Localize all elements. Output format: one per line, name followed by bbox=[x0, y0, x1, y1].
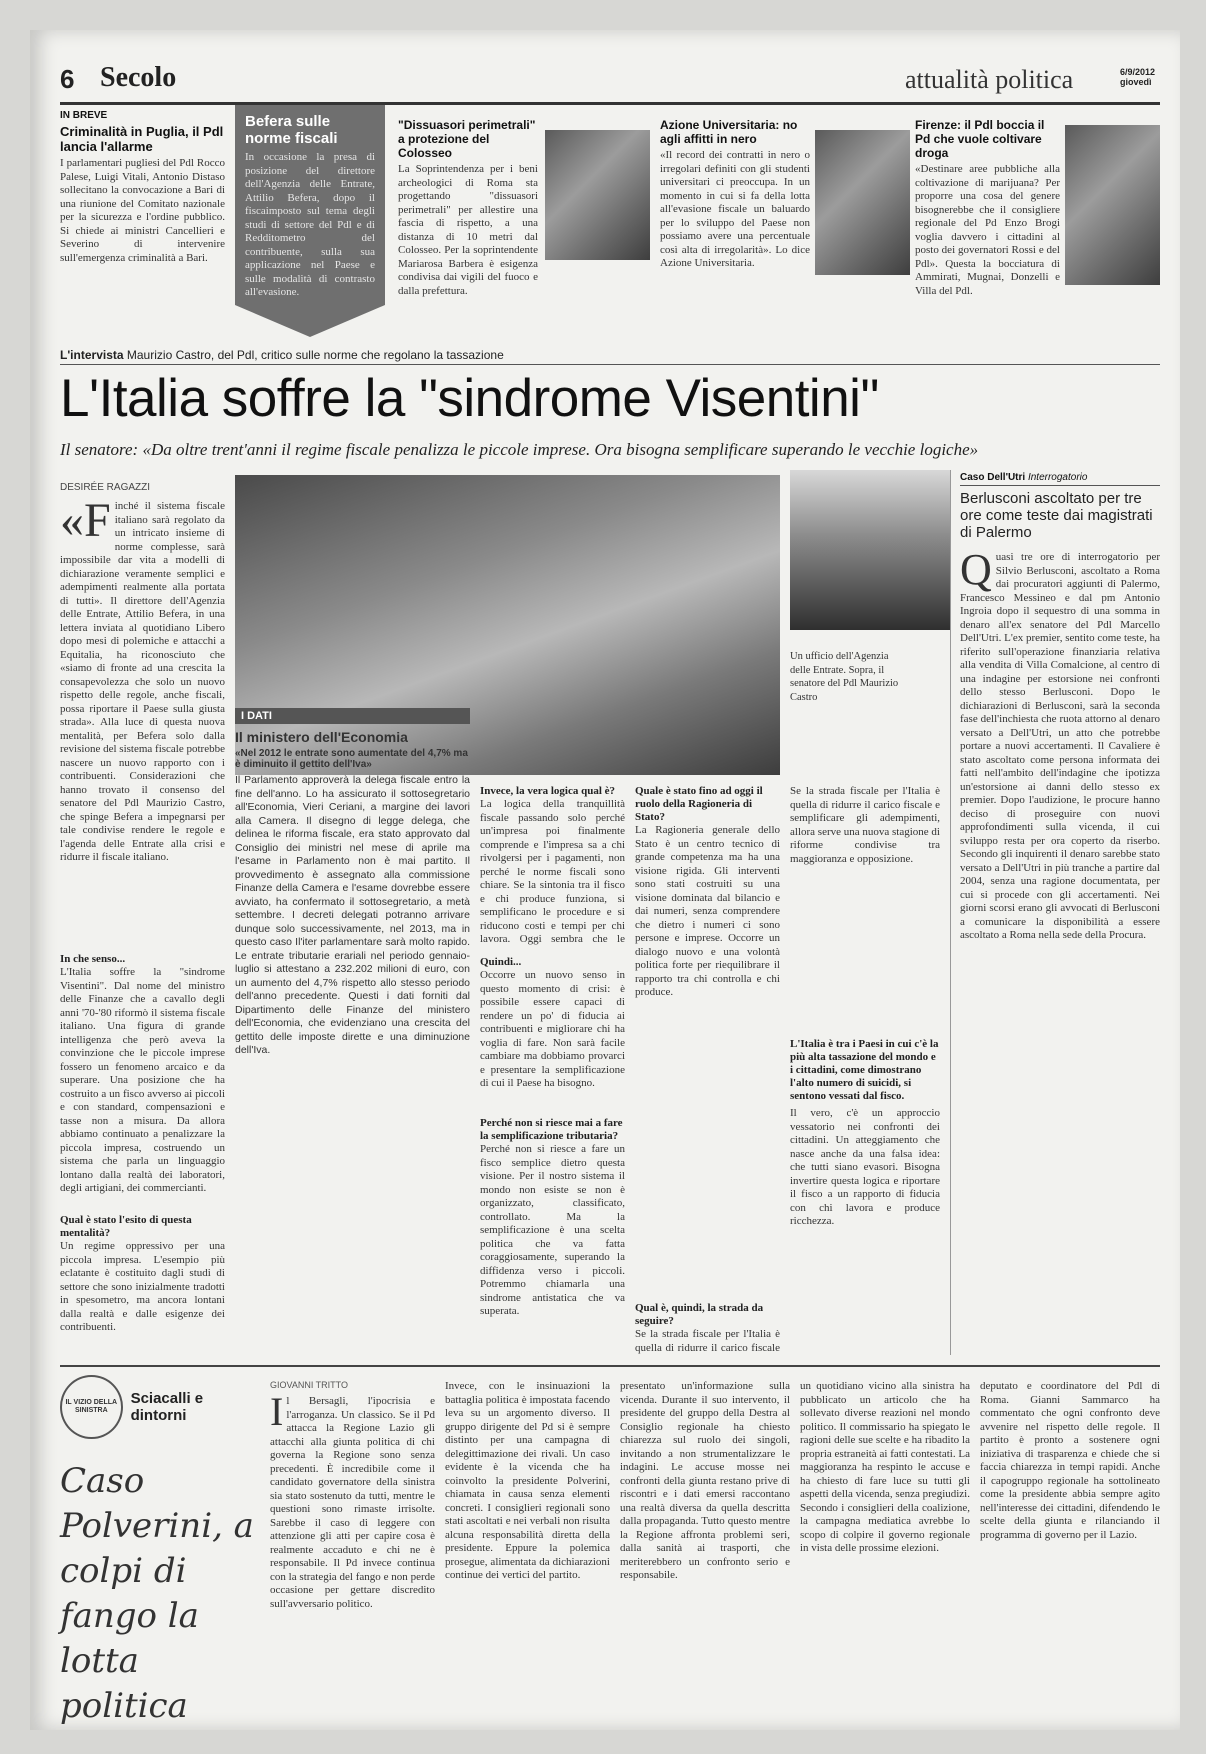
photo-caption: Un ufficio dell'Agenzia delle Entrate. Sopra, il senatore del Pdl Maurizio Castro bbox=[790, 651, 899, 703]
colosseo-photo bbox=[545, 130, 650, 260]
dellutri-kicker-tag: Interrogatorio bbox=[1027, 472, 1088, 483]
brief-azione-universitaria bbox=[660, 118, 810, 308]
commentary-text-1: l Bersagli, l'ipocrisia e l'arroganza. Un classico. Se il Pd attacca la Regione Lazio gli attacchi alla giunta politica di chi governa la Regione sono senza precedenti. È incredibile come il candidato governatore della sinistra sia stato sostenuto da tutti, mentre le questioni sono rimaste irrisolte. Sarebbe il caso di leggere con attenzione gli atti per capire cosa è realmente accaduto e chi ne è responsabile. Il Pd invece continua con la strategia del fango e non perde occasione per gettare discredito sull'avversario politico. bbox=[270, 1395, 435, 1610]
brief-kicker: IN BREVE bbox=[60, 110, 108, 121]
question-8: Qual è, quindi, la strada da seguire? bbox=[635, 1302, 764, 1327]
answer-4: Occorre un nuovo senso in questo momento di crisi: è possibile essere capaci di rendere un po' di fiducia ai contribuenti e migliorare chi ha voglia di fare. Non sarà facile cambiare ma dobbiamo provarci e presentare la semplificazione di cui il Paese ha bisogno. bbox=[480, 969, 625, 1089]
answer-8: Se la strada fiscale per l'Italia è quella di ridurre il carico fiscale bbox=[635, 1328, 780, 1354]
intervista-text: Maurizio Castro, del Pdl, critico sulle norme che regolano la tassazione bbox=[126, 348, 504, 362]
commentary-column-3: presentato un'informazione sulla vicenda. Durante il suo intervento, il presidente del gruppo della Destra al Consiglio regionale ha chiesto chiarezza sul ruolo dei singoli, invitando a non strumentalizzare le indagini. Le accuse mosse nei confronti della giunta restano prive di riscontri e i dati emersi raccontano una realtà diversa da quella descritta dalla propaganda. Tutto questo mentre la Regione affronta problemi seri, dalla sanità ai trasporti, che meriterebbero un confronto serio e responsabile. bbox=[620, 1380, 790, 1581]
byline: DESIRÉE RAGAZZI bbox=[60, 482, 151, 493]
section-title: attualità politica bbox=[905, 65, 1074, 94]
brief-text: «Il record dei contratti in nero o irregolari definiti con gli studenti universitari ci preoccupa. In un momento in cui si fa della lotta all'evasione fiscale un baluardo per lo sviluppo del Paese non possiamo avere una percentuale così alta di irregolarità». Lo dice Azione Universitaria. bbox=[660, 149, 810, 269]
brief-befera-box bbox=[235, 105, 385, 305]
brief-title: Criminalità in Puglia, il Pdl lancia l'allarme bbox=[60, 124, 224, 154]
newspaper-name: Secolo bbox=[100, 62, 177, 93]
answer-2: Un regime oppressivo per una piccola impresa. L'esempio più eclatante è costituito dagli studi di settore che sono inizialmente tradotti in spesometro, ma ancora lontani dalla realtà e dalle esigenze dei contribuenti. bbox=[60, 1240, 225, 1333]
cannabis-photo bbox=[1065, 125, 1160, 285]
brief-title: "Dissuasori perimetrali" a protezione del Colosseo bbox=[398, 118, 536, 160]
dellutri-text: uasi tre ore di interrogatorio per Silvio Berlusconi, ascoltato a Roma dai procuratori aggiunti di Palermo, Francesco Messineo e dal pm Antonio Ingroia dopo il sequestro di una somma in denaro all'ex senatore del Pdl Marcello Dell'Utri. L'ex premier, sentito come teste, ha riferito sull'operazione finanziaria relativa alla vendita di Villa Comalcione, al centro di una indagine per estorsione nei confronti dello stesso Berlusconi. Dopo le dichiarazioni di Berlusconi, sarà la seconda fase dell'inchiesta che ruota attorno al denaro versato a Dell'Utri, un atto che potrebbe portare a nuovi accertamenti. Il Cavaliere è stato ascoltato come persona informata dei fatti nell'ambito dell'indagine che ipotizza un'estorsione ai danni dello stesso ex premier. Dopo l'audizione, le procure hanno deciso di proseguire con nuovi approfondimenti sulla vicenda, il cui sviluppo resta per ora coperto da riserbo. Secondo gli inquirenti il denaro sarebbe stato versato a Dell'Utri in più tranche a partire dal 2004, senza una ragione documentata, per cui si procede con gli accertamenti. Nei giorni scorsi erano gli avvocati di Berlusconi a comunicare la disponibilità a essere ascoltato a Roma nella sede della Procura. bbox=[960, 551, 1160, 941]
intervista-line bbox=[60, 348, 504, 362]
castro-portrait bbox=[790, 470, 950, 630]
sidebar-rule bbox=[950, 470, 951, 1355]
lead-text: inché il sistema fiscale italiano sarà regolato da un intricato insieme di norme complesse, sarà impossibile dar vita a modelli di dichiarazione veramente semplici e adempimenti realmente alla portata di tutti». Il direttore dell'Agenzia delle Entrate, Attilio Befera, in una lettera inviata al quotidiano Libero dopo mesi di polemiche e attacchi a Equitalia, ha riconosciuto che «siamo di fronte ad una crescita la consapevolezza che solo un nuovo rispetto delle regole, anche fiscali, possa riportare il Paese sulla giusta strada». Alla luce di questa nuova mentalità, per Befera solo dalla revisione del sistema fiscale potrebbe nascere un nuovo rapporto con i contribuenti. Considerazioni che hanno trovato il consenso del senatore del Pdl Maurizio Castro, che spinge Befera a impegnarsi per tale condivise rendere le regole e l'agenda delle Entrate alla crisi e ridurre il fiscale italiano. bbox=[60, 500, 225, 863]
dati-subtitle: «Nel 2012 le entrate sono aumentate del 4,7% ma è diminuito il gettito dell'Iva» bbox=[235, 748, 468, 770]
dellutri-body bbox=[960, 551, 1160, 1341]
answer-7: Il vero, c'è un approccio vessatorio nei confronti dei cittadini. Un atteggiamento che nasce anche da una falsa idea: che tutti siano evasori. Bisogna invertire questa logica e riportare il fisco a un rapporto di fiducia con chi lavora e produce ricchezza. bbox=[790, 1107, 940, 1227]
commentary-column-1 bbox=[270, 1395, 435, 1720]
brief-text: I parlamentari pugliesi del Pdl Rocco Palese, Luigi Vitali, Antonio Distaso sollecitano la convocazione a Bari di una riunione del Comitato nazionale per la sicurezza e l'ordine pubblico. Si chiede ai ministri Cancellieri e Severino di intervenire sull'emergenza criminalità a Bari. bbox=[60, 157, 225, 264]
brief-criminalita bbox=[60, 110, 225, 305]
main-subhead: Il senatore: «Da oltre trent'anni il regime fiscale penalizza le piccole imprese. Ora bisogna semplificare superando le vecchie logiche» bbox=[60, 440, 979, 459]
answer-6: La Ragioneria generale dello Stato è un centro tecnico di grande competenza ma ha una visione rigida. Gli interventi sono stati costruiti su una visione dominata dal bilancio e dai numeri, senza comprendere che dietro i numeri ci sono persone e imprese. Occorre un dialogo nuovo e una volontà politica forte per riequilibrare il rapporto tra chi controlla e chi produce. bbox=[635, 824, 780, 998]
answer-1: L'Italia soffre la "sindrome Visentini". Dal nome del ministro delle Finanze che a cavallo degli anni '70-'80 riformò il sistema fiscale italiano. Una figura di grande intelligenza che però aveva la convinzione che le piccole imprese fossero un fenomeno arcaico e da superare. Una posizione che ha costruito a un fisco avverso ai piccoli e con standard, compensazioni e tasse non a misura. Da allora abbiamo continuato a penalizzare la piccola impresa, costruendo un sistema che parla un linguaggio lontano dalla realtà dei laboratori, degli artigiani, dei commercianti. bbox=[60, 966, 225, 1194]
question-1: In che senso... bbox=[60, 953, 126, 965]
header-rule bbox=[60, 102, 1160, 105]
brief-colosseo bbox=[398, 118, 538, 308]
highlight-question: L'Italia è tra i Paesi in cui c'è la più alta tassazione del mondo e i cittadini, come dimostrano l'alto numero di suicidi, si sentono vessati dal fisco. bbox=[790, 1038, 939, 1102]
date-day: 6/9/2012 bbox=[1120, 67, 1156, 77]
commentary-column-4: un quotidiano vicino alla sinistra ha pubblicato un articolo che ha sollevato diverse reazioni nel mondo politico. Il commissario ha spiegato le ragioni delle sue scelte e ha ribadito la propria estraneità ai fatti contestati. La maggioranza ha respinto le accuse e ha chiesto di fare luce su tutti gli aspetti della vicenda, senza pregiudizi. Secondo i consiglieri della coalizione, la campagna mediatica avrebbe lo scopo di colpire il governo regionale in vista delle prossime elezioni. bbox=[800, 1380, 970, 1554]
article-column-5 bbox=[790, 785, 940, 1355]
answer-3: La logica della tranquillità fiscale passando solo perché un'impresa poi finalmente comprende e l'impresa sa a chi rivolgersi per i pagamenti, non perché le norme fiscali sono chiare. Se la sintonia tra il fisco e chi produce funziona, si semplificano le procedure e si riducono costi e tempi per chi lavora. Oggi sembra che le bbox=[480, 798, 625, 945]
question-4: Quindi... bbox=[480, 956, 522, 968]
dellutri-kicker bbox=[960, 472, 1160, 486]
article-column-1 bbox=[60, 500, 225, 1350]
newspaper-page bbox=[30, 30, 1180, 1730]
commentary-title: Caso Polverini, a colpi di fango la lotta politica bbox=[60, 1461, 254, 1726]
issue-date bbox=[1120, 67, 1155, 87]
article-lead bbox=[60, 500, 225, 945]
commentary-byline: GIOVANNI TRITTO bbox=[270, 1380, 349, 1390]
question-6: Quale è stato fino ad oggi il ruolo della Ragioneria di Stato? bbox=[635, 785, 763, 823]
dellutri-kicker-label: Caso Dell'Utri bbox=[960, 472, 1026, 483]
dati-box bbox=[235, 708, 470, 1358]
column-5-text: Se la strada fiscale per l'Italia è quella di ridurre il carico fiscale e semplificare gli adempimenti, allora serve una nuova stagione di riforme condivise tra maggioranza e opposizione. bbox=[790, 785, 940, 865]
question-3: Invece, la vera logica qual è? bbox=[480, 785, 616, 797]
dati-text: Il Parlamento approverà la delega fiscale entro la fine dell'anno. Lo ha assicurato il sottosegretario all'Economia, Vieri Ceriani, a margine dei lavori alla Camera. Il disegno di legge delega, che delinea le riforma fiscale, era stato approvato dal Consiglio dei ministri nel mese di aprile ma l'esame in Parlamento non è mai partito. Il provvedimento è assegnato alla commissione Finanze della Camera e l'esame dovrebbe essere avviato, ha confermato il sottosegretario, a metà settembre. I decreti delegati potranno arrivare dunque solo successivamente, nel 2013, ma in questo caso Il'iter parlamentare sarà molto rapido. Le entrate tributarie erariali nel periodo gennaio-luglio si attestano a 232.202 milioni di euro, con un aumento del 4,7% rispetto allo stesso periodo dell'anno precedente. Questi i dati forniti dal Dipartimento delle Finanze del ministero dell'Economia, che evidenziano una crescita del gettito delle imposte dirette e una diminuzione dell'Iva. bbox=[235, 774, 470, 1056]
brief-title: Firenze: il Pdl boccia il Pd che vuole coltivare droga bbox=[915, 118, 1045, 160]
vizio-sinistra-logo: IL VIZIO DELLA SINISTRA bbox=[60, 1375, 123, 1439]
brief-firenze bbox=[915, 118, 1060, 308]
dati-title: Il ministero dell'Economia bbox=[235, 729, 408, 745]
brief-text: In occasione la presa di posizione del direttore dell'Agenzia delle Entrate, Attilio Befera, dopo il fiscaimposto sul tema degli studi di settore del Pdl e di Redditometro del contribuente, sulla sua applicazione nel Paese e sulle modalità di contrasto all'evasione. bbox=[245, 151, 375, 298]
dropcap: Q bbox=[960, 551, 992, 594]
commentary-banner bbox=[60, 1375, 260, 1726]
date-weekday: giovedì bbox=[1120, 77, 1152, 87]
students-photo bbox=[815, 130, 910, 275]
brief-text: «Destinare aree pubbliche alla coltivazione di marijuana? Per proporre una cosa del genere bisognerebbe che il consigliere regionale del Pd Enzo Brogi voglia davvero i cittadini al posto dei governatori Rossi e del Pdl». Questa la bocciatura di Ammirati, Mugnai, Donzelli e Villa del Pdl. bbox=[915, 163, 1060, 297]
question-5: Perché non si riesce mai a fare la semplificazione tributaria? bbox=[480, 1117, 623, 1142]
intervista-label: L'intervista bbox=[60, 348, 124, 362]
page-number: 6 bbox=[60, 64, 75, 94]
dropcap: «F bbox=[60, 500, 111, 547]
dropcap: I bbox=[270, 1395, 284, 1434]
answer-5: Perché non si riesce a fare un fisco semplice dietro questa visione. Per il nostro sistema il mondo non esiste se non è organizzato, classificato, controllato. Ma la semplificazione è una scelta politica che va fatta coraggiosamente, superando la diffidenza verso i piccoli. Potremmo chiamarla una sindrome antistatica che va superata. bbox=[480, 1143, 625, 1317]
main-headline: L'Italia soffre la "sindrome Visentini" bbox=[60, 369, 879, 428]
brief-text: La Soprintendenza per i beni archeologici di Roma sta progettando "dissuasori perimetrali" per allestire una fascia di rispetto, a una distanza di 10 metri dal Colosseo. Per la soprintendente Mariarosa Barbera è esigenza condivisa dai vigili del fuoco e dalla prefettura. bbox=[398, 163, 538, 297]
bottom-rule bbox=[60, 1365, 1160, 1367]
brief-title: Befera sulle norme fiscali bbox=[245, 113, 338, 147]
dellutri-sidebar bbox=[960, 472, 1160, 1352]
commentary-column-5: deputato e coordinatore del Pdl di Roma. Gianni Sammarco ha commentato che ogni confronto deve avvenire nel rispetto delle regole. Il partito è pronto a sostenere ogni iniziativa di trasparenza e chiede che si faccia chiarezza in tempi rapidi. Anche il capogruppo regionale ha sottolineato come la presidente abbia sempre agito nell'interesse dei cittadini, difendendo le scelte della giunta e rilanciando il programma di governo per il Lazio. bbox=[980, 1380, 1160, 1541]
banner-label: Sciacalli e dintorni bbox=[130, 1390, 204, 1424]
intervista-rule bbox=[60, 364, 1160, 365]
article-column-4 bbox=[635, 785, 780, 1355]
question-2: Qual è stato l'esito di questa mentalità? bbox=[60, 1214, 192, 1239]
arrow-down-icon bbox=[235, 305, 385, 337]
dati-label: I DATI bbox=[235, 708, 470, 724]
commentary-column-2: Invece, con le insinuazioni la battaglia politica è impostata facendo leva su un argomento diverso. Il gruppo dirigente del Pd si è sempre distinto per una campagna di delegittimazione dei rivali. Un caso evidente è la vicenda che ha coinvolto la presidente Polverini, chiamata in causa senza elementi concreti. I consiglieri regionali sono stati ascoltati e nei verbali non risulta alcuna responsabilità diretta della presidente. Eppure la polemica prosegue, alimentata da dichiarazioni continue dei vertici del partito. bbox=[445, 1380, 610, 1581]
article-column-3 bbox=[480, 785, 625, 1355]
brief-title: Azione Universitaria: no agli affitti in nero bbox=[660, 118, 798, 146]
dellutri-title: Berlusconi ascoltato per tre ore come teste dai magistrati di Palermo bbox=[960, 490, 1153, 541]
